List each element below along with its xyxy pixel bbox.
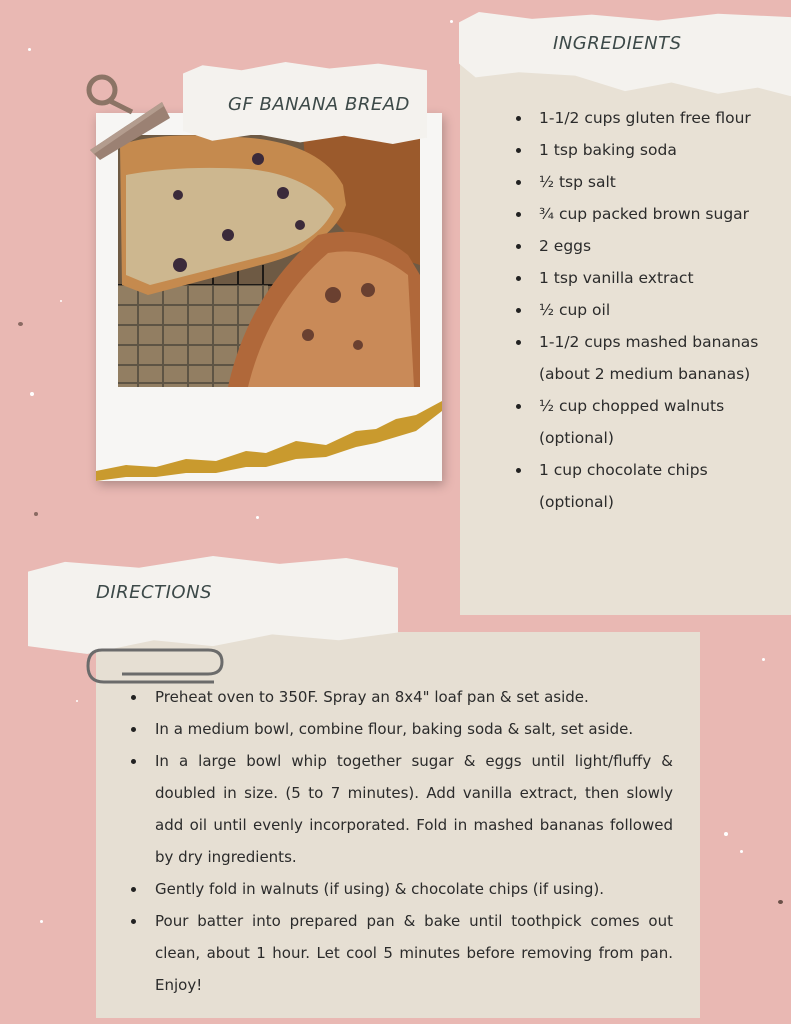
list-item: Gently fold in walnuts (if using) & chocolate chips (if using). [128, 873, 673, 905]
list-item: ½ cup oil [514, 294, 784, 326]
list-item: ¾ cup packed brown sugar [514, 198, 784, 230]
directions-list [128, 681, 673, 1001]
list-item: 1 tsp baking soda [514, 134, 784, 166]
list-item: 1 tsp vanilla extract [514, 262, 784, 294]
list-item: ½ tsp salt [514, 166, 784, 198]
list-item: 1 cup chocolate chips (optional) [514, 454, 784, 518]
directions-heading-strip [28, 556, 398, 654]
list-item: 1-1/2 cups gluten free flour [514, 102, 784, 134]
list-item: In a large bowl whip together sugar & eggs until light/fluffy & doubled in size. (5 to 7 minutes). Add vanilla extract, then slowly add oil until evenly incorporated. Fold in mashed bananas followed by dry ingredients. [128, 745, 673, 873]
list-item: 2 eggs [514, 230, 784, 262]
list-item: Preheat oven to 350F. Spray an 8x4" loaf pan & set aside. [128, 681, 673, 713]
list-item: 1-1/2 cups mashed bananas (about 2 medium bananas) [514, 326, 784, 390]
recipe-title: GF BANANA BREAD [228, 94, 410, 115]
directions-heading: DIRECTIONS [96, 582, 212, 603]
ingredients-heading: INGREDIENTS [553, 33, 682, 54]
list-item: ½ cup chopped walnuts (optional) [514, 390, 784, 454]
binder-clip-icon [80, 72, 170, 162]
list-item: In a medium bowl, combine flour, baking soda & salt, set aside. [128, 713, 673, 745]
photo-frame [96, 113, 442, 481]
gold-torn-edge [96, 401, 442, 481]
banana-bread-photo [118, 135, 420, 387]
ingredients-list [514, 102, 784, 518]
list-item: Pour batter into prepared pan & bake until toothpick comes out clean, about 1 hour. Let cool 5 minutes before removing from pan. Enjoy! [128, 905, 673, 1001]
